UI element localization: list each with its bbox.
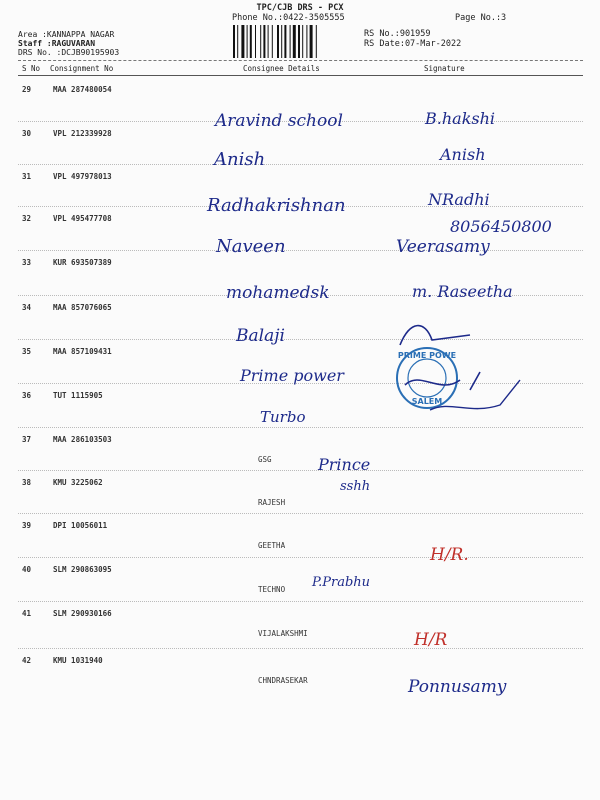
- row-separator: [18, 121, 583, 122]
- row-consignment-number: KMU 1031940: [53, 656, 103, 665]
- stamp-bottom-text: SALEM: [411, 397, 443, 406]
- stamp-top-text: PRIME POWE: [397, 351, 457, 360]
- row-consignment-number: MAA 287480054: [53, 85, 112, 94]
- barcode: [232, 25, 357, 58]
- handwriting-row30-name: Anish: [214, 149, 266, 170]
- row-sno: 35: [22, 347, 32, 356]
- handwriting-row32-name: Naveen: [216, 236, 286, 257]
- row-sno: 34: [22, 303, 32, 312]
- column-head-rule: [18, 75, 583, 76]
- row-consignee-name: RAJESH: [258, 498, 286, 507]
- handwriting-row29-name: Aravind school: [215, 111, 343, 131]
- row-consignment-number: TUT 1115905: [53, 391, 103, 400]
- row-separator: [18, 383, 583, 384]
- staff-field: Staff :RAGUVARAN: [18, 39, 96, 48]
- handwriting-row32-phone: 8056450800: [450, 217, 552, 236]
- row-consignment-number: MAA 857109431: [53, 347, 112, 356]
- page-number: Page No.:3: [455, 13, 507, 23]
- row-consignee-name: CHNDRASEKAR: [258, 676, 308, 685]
- company-stamp: [397, 348, 457, 408]
- row-separator: [18, 470, 583, 471]
- handwriting-row32-signature: Veerasamy: [396, 237, 490, 257]
- header-rule: [18, 60, 583, 61]
- row-sno: 37: [22, 435, 32, 444]
- handwriting-row36-name: Turbo: [260, 408, 306, 426]
- row-separator: [18, 513, 583, 514]
- row-consignment-number: DPI 10056011: [53, 521, 108, 530]
- handwriting-row30-signature: Anish: [440, 145, 486, 164]
- handwriting-row33-signature: m. Raseetha: [412, 282, 513, 301]
- drs-number-field: DRS No. :DCJB90195903: [18, 48, 120, 57]
- row-sno: 39: [22, 521, 32, 530]
- col-consignment-heading: Consignment No: [50, 64, 114, 73]
- row-sno: 38: [22, 478, 32, 487]
- row-consignment-number: SLM 290930166: [53, 609, 112, 618]
- signature-scribble-row35: [405, 372, 480, 390]
- handwriting-row38-signature: sshh: [340, 479, 371, 494]
- row-separator: [18, 339, 583, 340]
- row-separator: [18, 648, 583, 649]
- row-consignment-number: MAA 286103503: [53, 435, 112, 444]
- row-sno: 30: [22, 129, 32, 138]
- row-consignee-name: VIJALAKSHMI: [258, 629, 308, 638]
- row-sno: 32: [22, 214, 32, 223]
- row-separator: [18, 164, 583, 165]
- handwriting-row35-name: Prime power: [240, 366, 344, 385]
- row-separator: [18, 295, 583, 296]
- handwriting-row34-name: Balaji: [236, 326, 285, 346]
- row-consignment-number: VPL 212339928: [53, 129, 112, 138]
- row-separator: [18, 427, 583, 428]
- row-separator: [18, 601, 583, 602]
- signature-scribble-row34: [400, 326, 470, 345]
- row-consignment-number: MAA 857076065: [53, 303, 112, 312]
- row-sno: 41: [22, 609, 32, 618]
- handwriting-row42-signature: Ponnusamy: [408, 677, 507, 697]
- rs-date-field: RS Date:07-Mar-2022: [364, 39, 462, 49]
- row-separator: [18, 250, 583, 251]
- row-sno: 42: [22, 656, 32, 665]
- row-separator: [18, 206, 583, 207]
- row-consignment-number: VPL 495477708: [53, 214, 112, 223]
- document-title: TPC/CJB DRS - PCX: [256, 3, 344, 13]
- row-consignment-number: SLM 290863095: [53, 565, 112, 574]
- col-sno-heading: S No: [22, 64, 41, 73]
- handwriting-row33-name: mohamedsk: [226, 283, 330, 303]
- col-consignee-heading: Consignee Details: [243, 64, 320, 73]
- row-consignee-name: TECHNO: [258, 585, 286, 594]
- handwriting-row29-signature: B.hakshi: [425, 109, 496, 128]
- row-separator: [18, 557, 583, 558]
- rs-number-field: RS No.:901959: [364, 29, 431, 39]
- phone-number: Phone No.:0422-3505555: [232, 13, 345, 23]
- row-consignment-number: KUR 693507389: [53, 258, 112, 267]
- row-sno: 40: [22, 565, 32, 574]
- area-field: Area :KANNAPPA NAGAR: [18, 30, 115, 39]
- handwriting-row40-signature: P.Prabhu: [312, 575, 371, 590]
- row-consignment-number: VPL 497978013: [53, 172, 112, 181]
- row-consignee-name: GEETHA: [258, 541, 286, 550]
- handwriting-row39-signature: H/R.: [430, 545, 469, 565]
- col-signature-heading: Signature: [424, 64, 465, 73]
- row-sno: 29: [22, 85, 32, 94]
- handwriting-row37-name: Prince: [318, 455, 371, 474]
- row-sno: 31: [22, 172, 32, 181]
- handwriting-row31-name: Radhakrishnan: [207, 195, 346, 216]
- row-sno: 33: [22, 258, 32, 267]
- row-consignee-name: GSG: [258, 455, 272, 464]
- row-consignment-number: KMU 3225062: [53, 478, 103, 487]
- row-sno: 36: [22, 391, 32, 400]
- signature-scribble-row36: [430, 380, 520, 410]
- handwriting-row41-signature: H/R: [414, 630, 448, 650]
- handwriting-row31-signature: NRadhi: [428, 190, 490, 209]
